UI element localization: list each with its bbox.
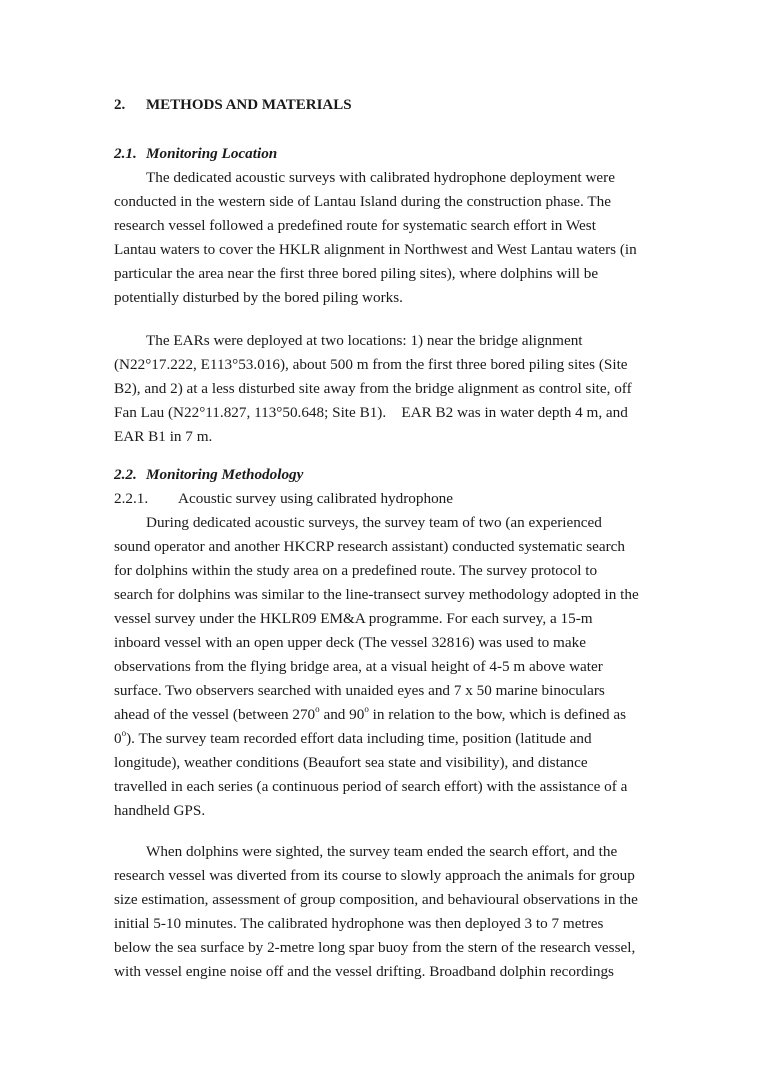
paragraph-line: B2), and 2) at a less disturbed site away from the bridge alignment as control site, off <box>114 380 632 397</box>
paragraph-line: conducted in the western side of Lantau Island during the construction phase. The <box>114 193 611 210</box>
degree-superscript: o <box>364 704 369 714</box>
paragraph-line-zero-degree <box>114 728 592 747</box>
paragraph-line: vessel survey under the HKLR09 EM&A programme. For each survey, a 15-m <box>114 610 593 627</box>
text-run: 0 <box>114 730 122 747</box>
paragraph-line: observations from the flying bridge area, at a visual height of 4-5 m above water <box>114 658 603 675</box>
text-run: in relation to the bow, which is defined as <box>368 706 627 723</box>
section-title: METHODS AND MATERIALS <box>146 97 352 113</box>
paragraph-line: particular the area near the first three bored piling sites), where dolphins will be <box>114 265 599 282</box>
subsection-heading-monitoring-location <box>114 146 277 161</box>
paragraph-line: inboard vessel with an open upper deck (The vessel 32816) was used to make <box>114 634 586 651</box>
paragraph-line-degrees <box>114 704 627 723</box>
paragraph-line: longitude), weather conditions (Beaufort sea state and visibility), and distance <box>114 754 588 771</box>
paragraph-line: below the sea surface by 2-metre long spar buoy from the stern of the research vessel, <box>114 939 636 956</box>
paragraph-line: travelled in each series (a continuous period of search effort) with the assistance of a <box>114 778 628 795</box>
paragraph-line: Fan Lau (N22°11.827, 113°50.648; Site B1). EAR B2 was in water depth 4 m, and <box>114 404 628 421</box>
paragraph-line: with vessel engine noise off and the vessel drifting. Broadband dolphin recordings <box>114 963 614 980</box>
subsubsection-title: Acoustic survey using calibrated hydrophone <box>178 490 453 507</box>
text-run: and 90 <box>319 706 365 723</box>
subsection-heading-monitoring-methodology <box>114 467 303 482</box>
paragraph-line: research vessel followed a predefined route for systematic search effort in West <box>114 217 596 234</box>
subsection-title: Monitoring Location <box>146 145 278 162</box>
degree-superscript: o <box>315 704 320 714</box>
paragraph-line: EAR B1 in 7 m. <box>114 428 213 445</box>
paragraph-line: When dolphins were sighted, the survey team ended the search effort, and the <box>146 843 618 860</box>
text-run: ). The survey team recorded effort data including time, position (latitude and <box>126 730 592 747</box>
degree-superscript: o <box>121 728 127 738</box>
subsection-title: Monitoring Methodology <box>146 466 304 483</box>
paragraph-line: search for dolphins was similar to the line-transect survey methodology adopted in the <box>114 586 639 603</box>
paragraph-line: for dolphins within the study area on a predefined route. The survey protocol to <box>114 562 598 579</box>
subsubsection-number: 2.2.1. <box>114 490 149 507</box>
paragraph-line: The dedicated acoustic surveys with calibrated hydrophone deployment were <box>146 169 615 186</box>
paragraph-line: initial 5-10 minutes. The calibrated hydrophone was then deployed 3 to 7 metres <box>114 915 604 932</box>
paragraph-line: sound operator and another HKCRP research assistant) conducted systematic search <box>114 538 626 555</box>
section-heading <box>114 98 352 113</box>
subsubsection-heading <box>114 491 453 506</box>
subsection-number: 2.2. <box>114 466 137 483</box>
paragraph-line: surface. Two observers searched with unaided eyes and 7 x 50 marine binoculars <box>114 682 605 699</box>
paragraph-line: size estimation, assessment of group composition, and behavioural observations in the <box>114 891 638 908</box>
paragraph-line: potentially disturbed by the bored piling works. <box>114 289 403 306</box>
paragraph-line: The EARs were deployed at two locations: 1) near the bridge alignment <box>146 332 583 349</box>
paragraph-line: research vessel was diverted from its course to slowly approach the animals for group <box>114 867 635 884</box>
subsection-number: 2.1. <box>114 145 137 162</box>
paragraph-line: During dedicated acoustic surveys, the survey team of two (an experienced <box>146 514 602 531</box>
text-run: ahead of the vessel (between 270 <box>114 706 316 723</box>
section-number: 2. <box>114 97 126 113</box>
paragraph-line: (N22°17.222, E113°53.016), about 500 m from the first three bored piling sites (Site <box>114 356 628 373</box>
paragraph-line: Lantau waters to cover the HKLR alignment in Northwest and West Lantau waters (in <box>114 241 637 258</box>
paragraph-line: handheld GPS. <box>114 802 206 819</box>
